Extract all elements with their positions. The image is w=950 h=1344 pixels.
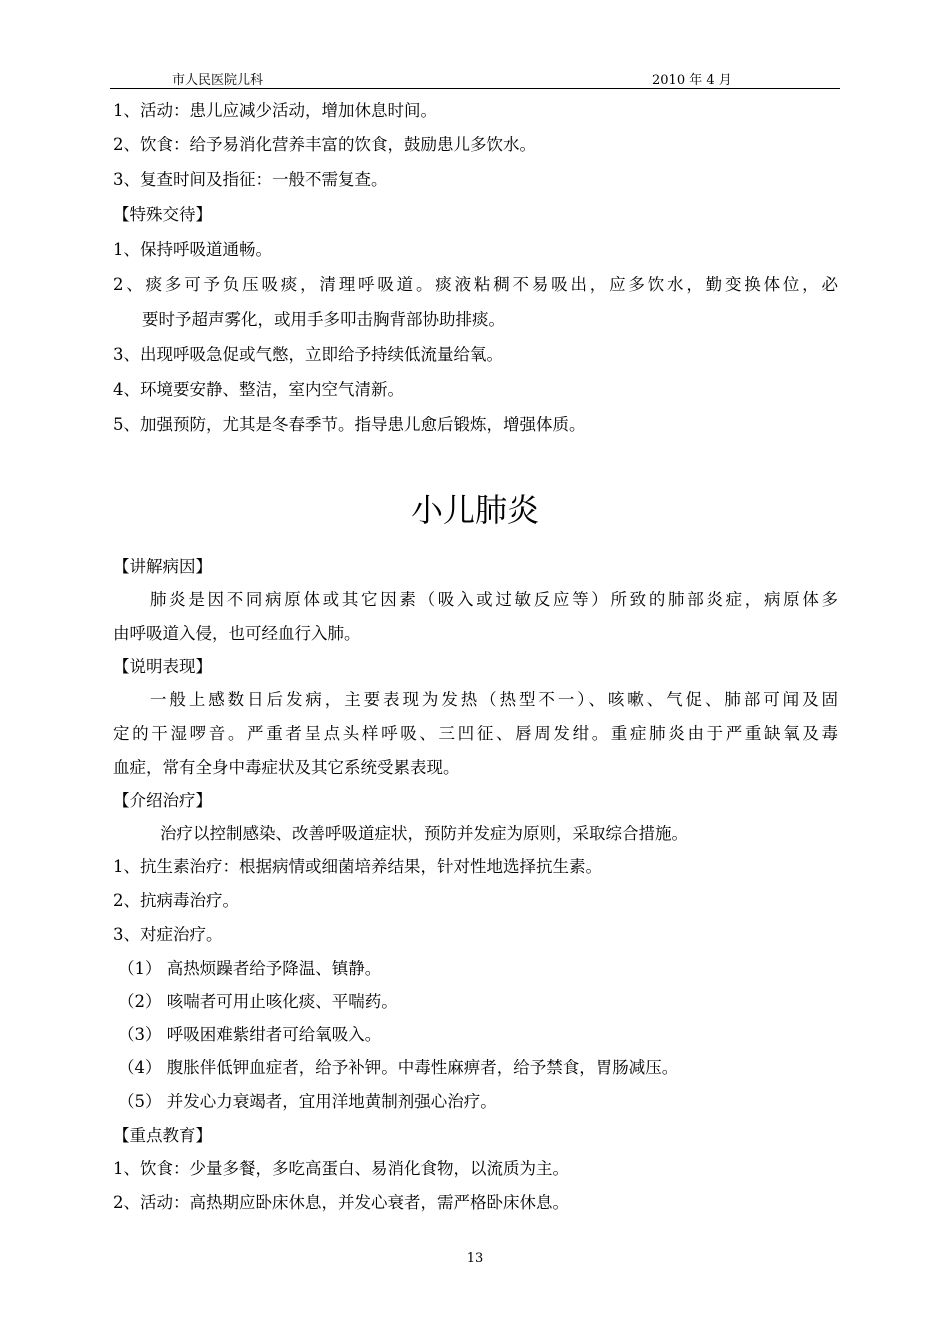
treatment-intro: 治疗以控制感染、改善呼吸道症状，预防并发症为原则，采取综合措施。 bbox=[160, 824, 688, 843]
education-item-2: 2、活动：高热期应卧床休息，并发心衰者，需严格卧床休息。 bbox=[113, 1193, 569, 1212]
recheck-instruction: 3、复查时间及指征：一般不需复查。 bbox=[113, 170, 388, 189]
header-date: 2010 年 4 月 bbox=[652, 73, 732, 88]
activity-instruction: 1、活动：患儿应减少活动，增加休息时间。 bbox=[113, 101, 437, 120]
symptomatic-treatment-4: （4） 腹胀伴低钾血症者，给予补钾。中毒性麻痹者，给予禁食，胃肠减压。 bbox=[118, 1058, 679, 1077]
special-note-2-continued: 要时予超声雾化，或用手多叩击胸背部协助排痰。 bbox=[142, 310, 505, 329]
symptomatic-treatment-2: （2） 咳喘者可用止咳化痰、平喘药。 bbox=[118, 992, 398, 1011]
page-header bbox=[110, 66, 840, 89]
symptomatic-treatment-3: （3） 呼吸困难紫绀者可给氧吸入。 bbox=[118, 1025, 382, 1044]
section-heading-symptoms: 【说明表现】 bbox=[113, 657, 212, 676]
treatment-item-1: 1、抗生素治疗：根据病情或细菌培养结果，针对性地选择抗生素。 bbox=[113, 857, 602, 876]
section-title: 小儿肺炎 bbox=[410, 491, 539, 529]
special-note-2: 2、痰多可予负压吸痰，清理呼吸道。痰液粘稠不易吸出，应多饮水，勤变换体位，必 bbox=[113, 275, 838, 294]
treatment-item-3: 3、对症治疗。 bbox=[113, 925, 223, 944]
special-note-1: 1、保持呼吸道通畅。 bbox=[113, 240, 272, 259]
header-hospital-department: 市人民医院儿科 bbox=[172, 73, 264, 88]
special-note-3: 3、出现呼吸急促或气憋，立即给予持续低流量给氧。 bbox=[113, 345, 503, 364]
special-note-4: 4、环境要安静、整洁，室内空气清新。 bbox=[113, 380, 404, 399]
section-heading-education: 【重点教育】 bbox=[113, 1126, 212, 1145]
symptoms-paragraph-line-2: 定的干湿啰音。严重者呈点头样呼吸、三凹征、唇周发绀。重症肺炎由于严重缺氧及毒 bbox=[113, 724, 838, 743]
symptomatic-treatment-5: （5） 并发心力衰竭者，宜用洋地黄制剂强心治疗。 bbox=[118, 1092, 497, 1111]
section-heading-cause: 【讲解病因】 bbox=[113, 557, 212, 576]
special-note-5: 5、加强预防，尤其是冬春季节。指导患儿愈后锻炼，增强体质。 bbox=[113, 415, 586, 434]
cause-paragraph-line-1: 肺炎是因不同病原体或其它因素（吸入或过敏反应等）所致的肺部炎症，病原体多 bbox=[150, 590, 838, 609]
section-heading-treatment: 【介绍治疗】 bbox=[113, 791, 212, 810]
symptomatic-treatment-1: （1） 高热烦躁者给予降温、镇静。 bbox=[118, 959, 382, 978]
treatment-item-2: 2、抗病毒治疗。 bbox=[113, 891, 239, 910]
symptoms-paragraph-line-3: 血症，常有全身中毒症状及其它系统受累表现。 bbox=[113, 758, 460, 777]
symptoms-paragraph-line-1: 一般上感数日后发病，主要表现为发热（热型不一）、咳嗽、气促、肺部可闻及固 bbox=[150, 690, 838, 709]
page-number: 13 bbox=[466, 1251, 484, 1266]
education-item-1: 1、饮食：少量多餐，多吃高蛋白、易消化食物，以流质为主。 bbox=[113, 1159, 569, 1178]
cause-paragraph-line-2: 由呼吸道入侵，也可经血行入肺。 bbox=[113, 624, 361, 643]
section-heading-special-notes: 【特殊交待】 bbox=[113, 205, 212, 224]
diet-instruction: 2、饮食：给予易消化营养丰富的饮食，鼓励患儿多饮水。 bbox=[113, 135, 536, 154]
